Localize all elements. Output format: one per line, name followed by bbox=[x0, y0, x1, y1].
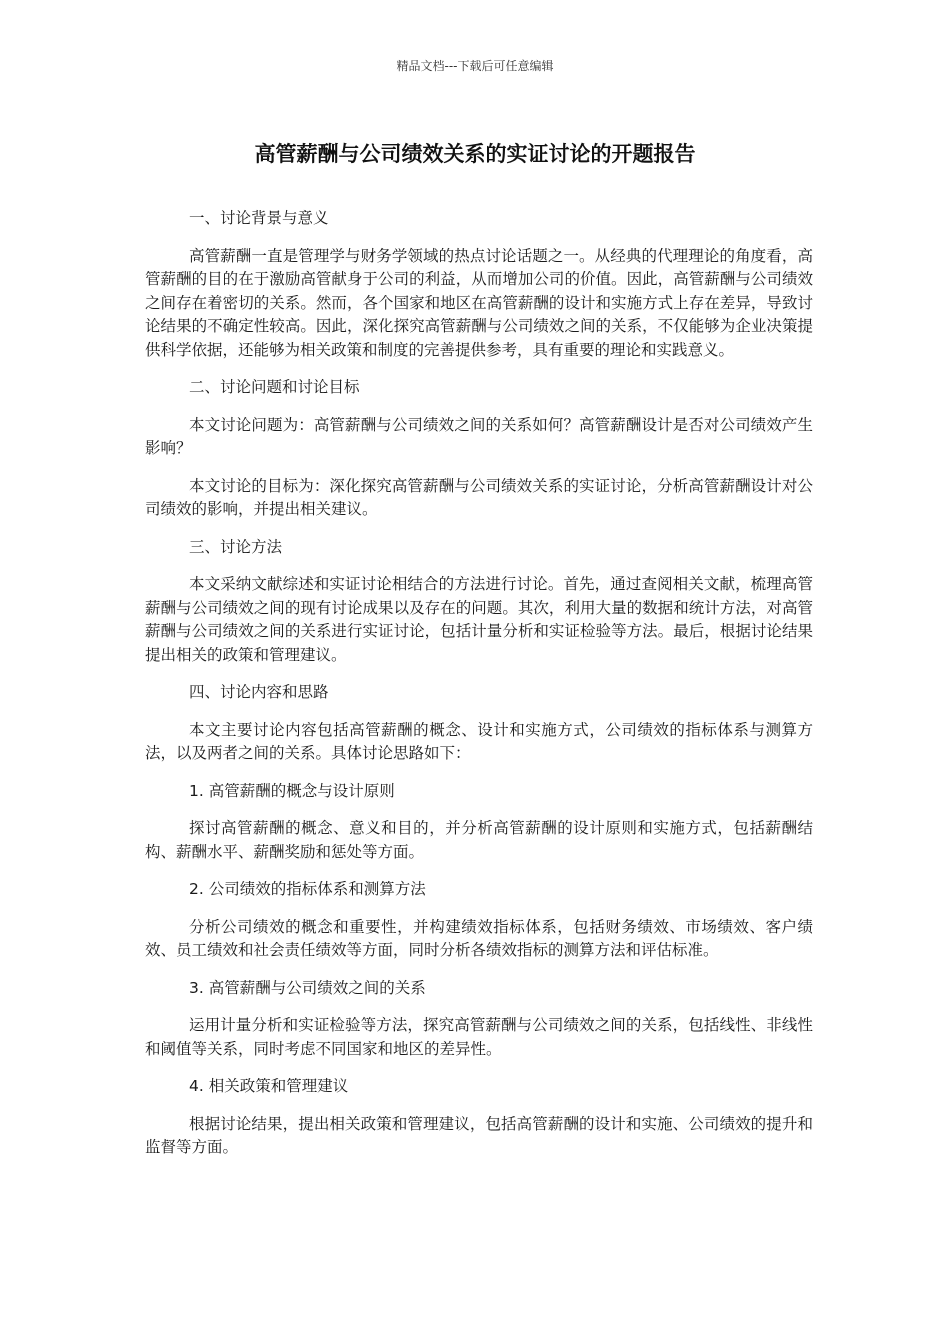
subsection-heading-2: 2. 公司绩效的指标体系和测算方法 bbox=[189, 880, 426, 898]
section-heading-content: 四、讨论内容和思路 bbox=[189, 683, 329, 701]
paragraph-subsection-2: 分析公司绩效的概念和重要性，并构建绩效指标体系，包括财务绩效、市场绩效、客户绩效、员工绩效和社会责任绩效等方面，同时分析各绩效指标的测算方法和评估标准。 bbox=[145, 917, 813, 959]
paragraph-goals: 本文讨论的目标为：深化探究高管薪酬与公司绩效关系的实证讨论，分析高管薪酬设计对公司绩效的影响，并提出相关建议。 bbox=[145, 476, 813, 518]
section-heading-background: 一、讨论背景与意义 bbox=[189, 209, 329, 227]
paragraph-subsection-1: 探讨高管薪酬的概念、意义和目的，并分析高管薪酬的设计原则和实施方式，包括薪酬结构、薪酬水平、薪酬奖励和惩处等方面。 bbox=[145, 819, 813, 861]
subsection-heading-1: 1. 高管薪酬的概念与设计原则 bbox=[189, 781, 395, 800]
section-heading-methods: 三、讨论方法 bbox=[189, 537, 283, 556]
paragraph-questions: 本文讨论问题为：高管薪酬与公司绩效之间的关系如何？高管薪酬设计是否对公司绩效产生影响？ bbox=[145, 415, 813, 457]
paragraph-methods: 本文采纳文献综述和实证讨论相结合的方法进行讨论。首先，通过查阅相关文献，梳理高管薪酬与公司绩效之间的现有讨论成果以及存在的问题。其次，利用大量的数据和统计方法，对高管薪酬与公司绩效之间的关系进行实证讨论，包括计量分析和实证检验等方法。最后，根据讨论结果提出相关的政策和管理建议。 bbox=[145, 575, 813, 664]
paragraph-background: 高管薪酬一直是管理学与财务学领域的热点讨论话题之一。从经典的代理理论的角度看，高管薪酬的目的在于激励高管献身于公司的利益，从而增加公司的价值。因此，高管薪酬与公司绩效之间存在着密切的关系。然而，各个国家和地区在高管薪酬的设计和实施方式上存在差异，导致讨论结果的不确定性较高。因此，深化探究高管薪酬与公司绩效之间的关系，不仅能够为企业决策提供科学依据，还能够为相关政策和制度的完善提供参考，具有重要的理论和实践意义。 bbox=[145, 246, 813, 359]
document-title: 高管薪酬与公司绩效关系的实证讨论的开题报告 bbox=[254, 142, 696, 166]
document-body bbox=[145, 207, 813, 1174]
subsection-heading-4: 4. 相关政策和管理建议 bbox=[189, 1077, 349, 1095]
paragraph-subsection-4: 根据讨论结果，提出相关政策和管理建议，包括高管薪酬的设计和实施、公司绩效的提升和监督等方面。 bbox=[145, 1114, 813, 1156]
section-heading-questions: 二、讨论问题和讨论目标 bbox=[189, 378, 360, 396]
paragraph-content: 本文主要讨论内容包括高管薪酬的概念、设计和实施方式，公司绩效的指标体系与测算方法，以及两者之间的关系。具体讨论思路如下： bbox=[145, 720, 813, 762]
page-header: 精品文档---下载后可任意编辑 bbox=[396, 59, 554, 73]
paragraph-subsection-3: 运用计量分析和实证检验等方法，探究高管薪酬与公司绩效之间的关系，包括线性、非线性和阈值等关系，同时考虑不同国家和地区的差异性。 bbox=[145, 1016, 813, 1058]
subsection-heading-3: 3. 高管薪酬与公司绩效之间的关系 bbox=[189, 978, 426, 997]
